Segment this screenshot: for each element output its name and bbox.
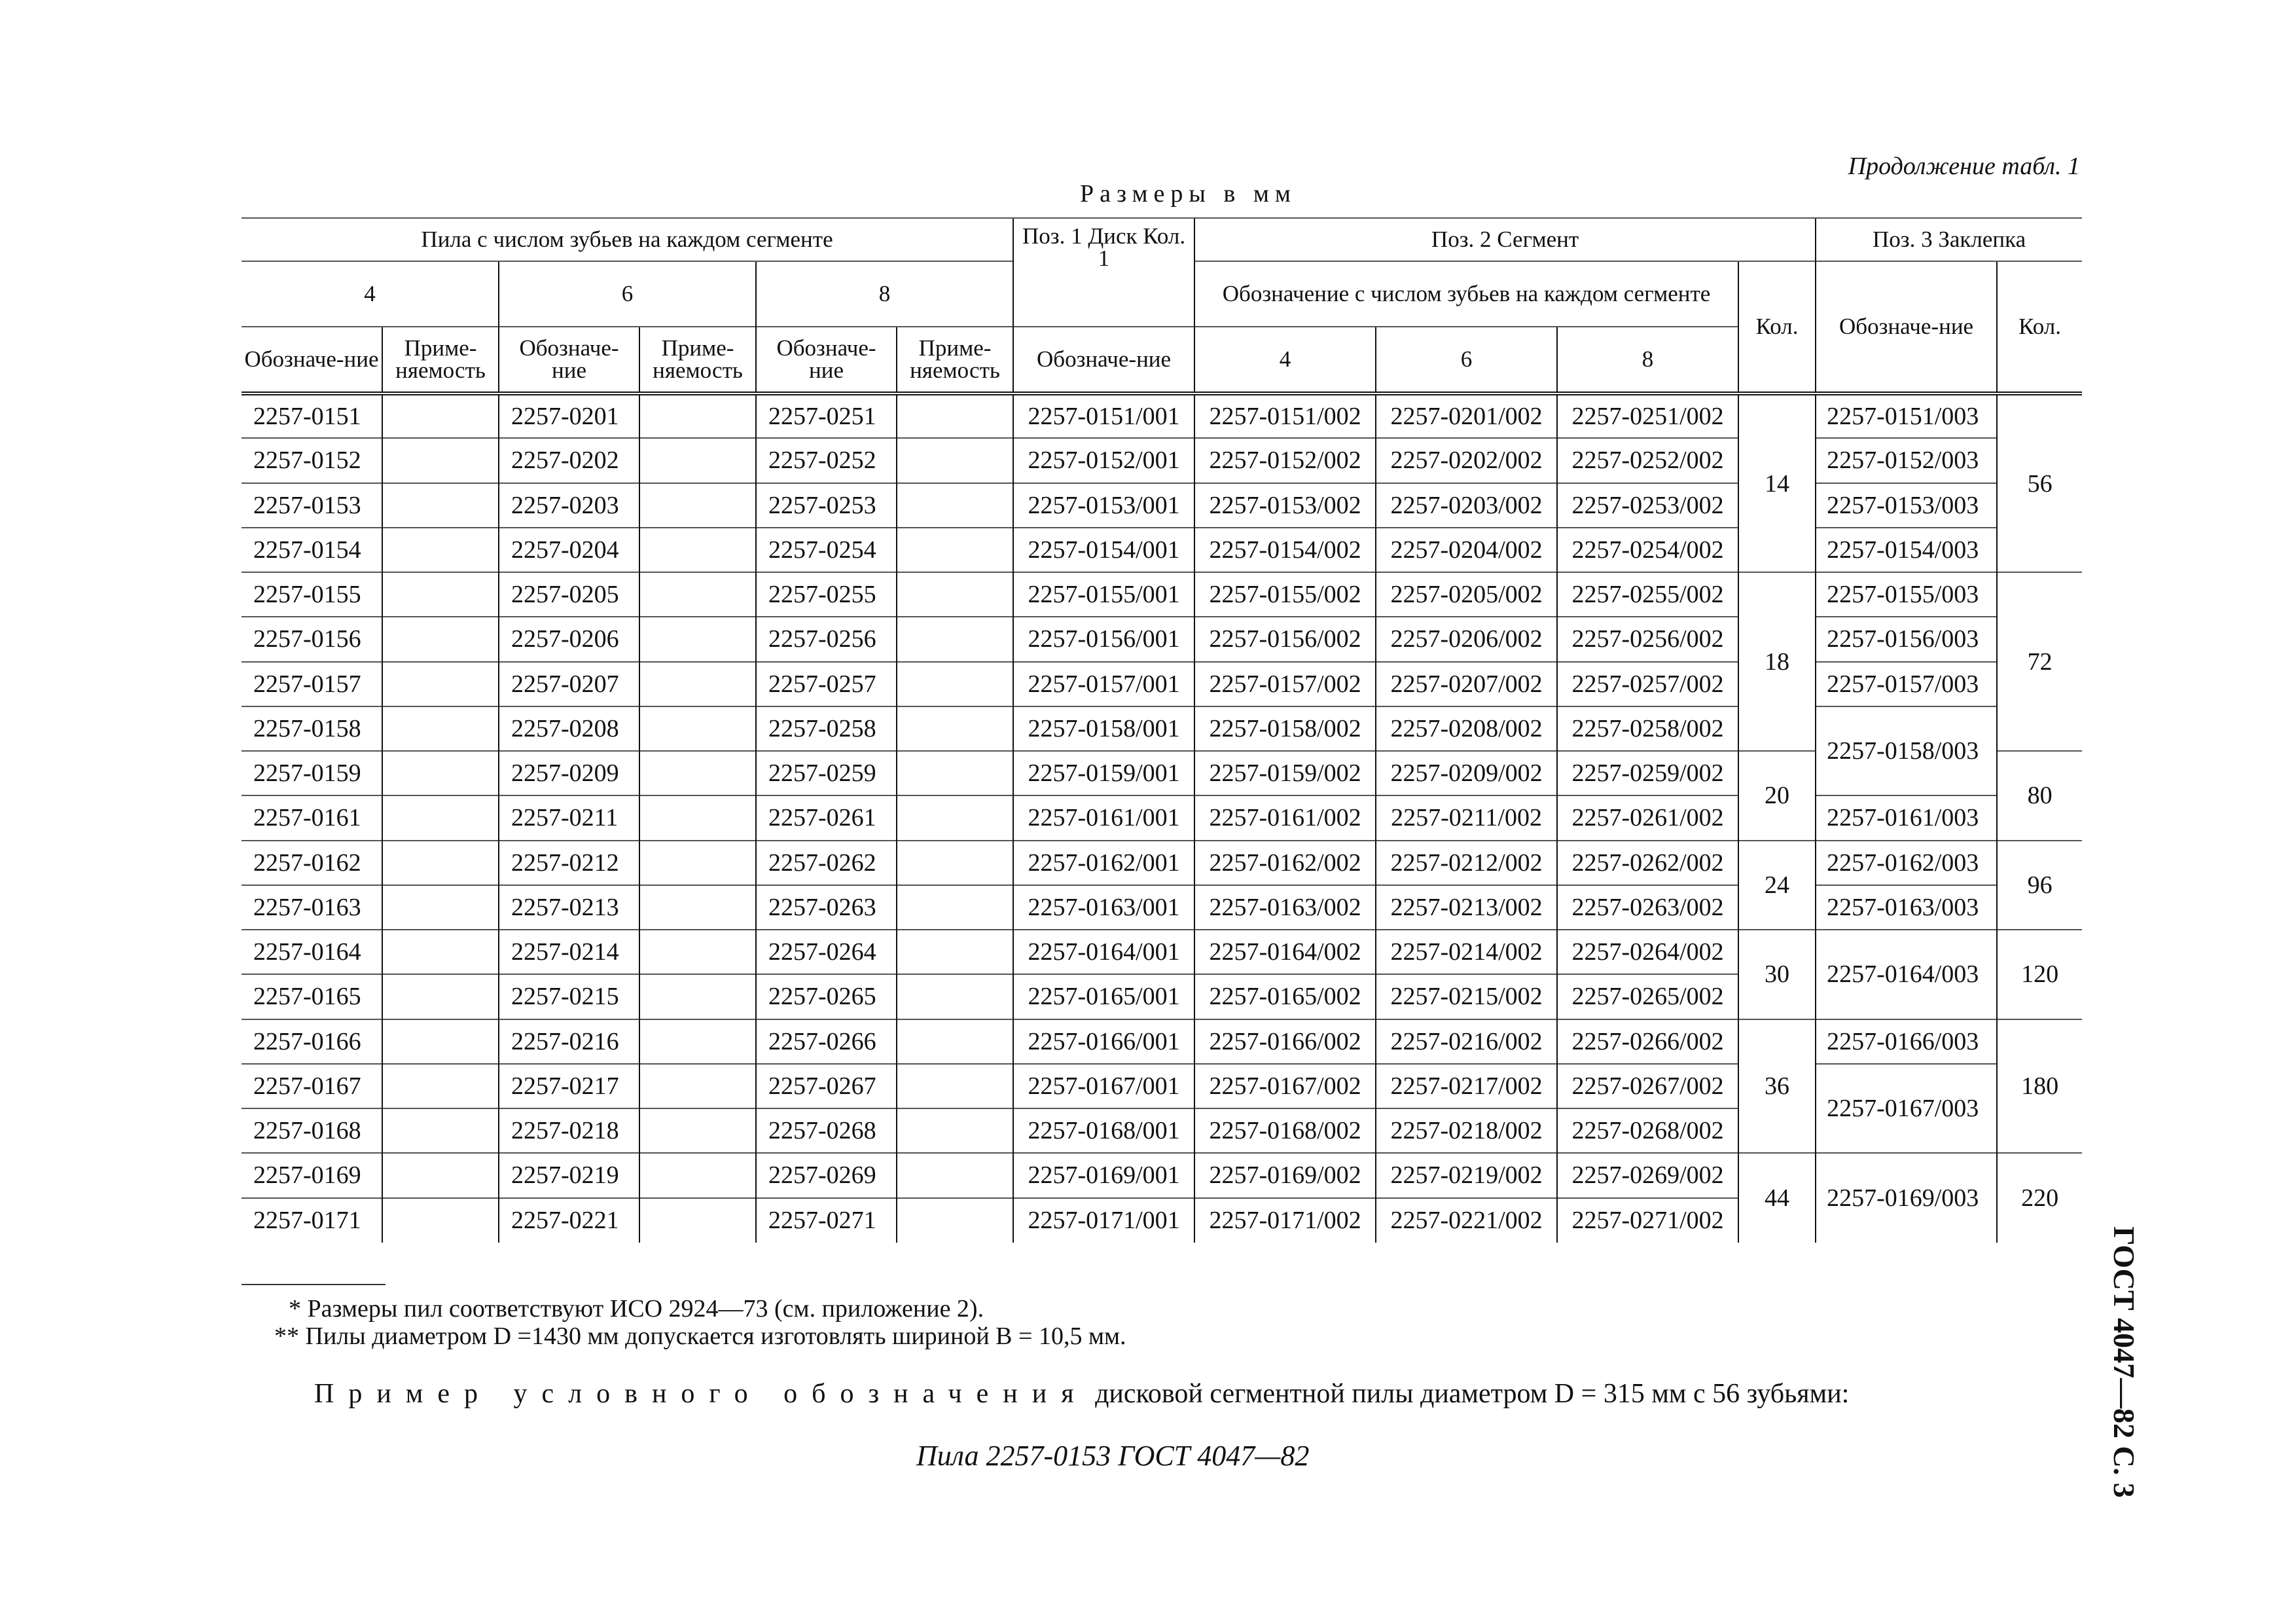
saw-8-applicability [897, 617, 1013, 661]
segment-qty: 36 [1738, 1019, 1816, 1154]
table-continuation-note: Продолжение табл. 1 [1848, 153, 2080, 180]
rivet-designation: 2257-0164/003 [1816, 930, 1997, 1019]
saw-4-applicability [382, 1019, 499, 1064]
disk-designation: 2257-0164/001 [1013, 930, 1194, 974]
disk-designation: 2257-0165/001 [1013, 974, 1194, 1019]
saw-4-designation: 2257-0163 [242, 885, 382, 930]
saw-6-applicability [639, 751, 756, 795]
rivet-designation: 2257-0166/003 [1816, 1019, 1997, 1064]
saw-8-applicability [897, 393, 1013, 438]
saw-8-designation: 2257-0256 [756, 617, 897, 661]
segment-qty: 30 [1738, 930, 1816, 1019]
saw-4-applicability [382, 841, 499, 885]
saw-4-designation: 2257-0168 [242, 1108, 382, 1153]
segment-8-designation: 2257-0261/002 [1557, 795, 1738, 840]
segment-6-designation: 2257-0217/002 [1376, 1064, 1557, 1108]
saw-6-applicability [639, 706, 756, 751]
saw-6-designation: 2257-0208 [499, 706, 639, 751]
segment-4-designation: 2257-0155/002 [1194, 572, 1376, 617]
disk-designation: 2257-0163/001 [1013, 885, 1194, 930]
saw-8-applicability [897, 974, 1013, 1019]
disk-designation: 2257-0159/001 [1013, 751, 1194, 795]
saw-6-applicability [639, 1153, 756, 1197]
saw-8-designation: 2257-0268 [756, 1108, 897, 1153]
saw-6-designation: 2257-0205 [499, 572, 639, 617]
saw-4-applicability [382, 528, 499, 572]
rivet-designation-header: Обозначе-ние [1816, 261, 1997, 393]
disk-designation-header: Обозначе-ние [1013, 327, 1194, 393]
rivet-designation: 2257-0154/003 [1816, 528, 1997, 572]
segment-6-designation: 2257-0208/002 [1376, 706, 1557, 751]
pos3-header: Поз. 3 Заклепка [1816, 218, 2082, 261]
segment-6-designation: 2257-0204/002 [1376, 528, 1557, 572]
standard-page-label [2108, 1224, 2140, 1499]
segment-4-designation: 2257-0167/002 [1194, 1064, 1376, 1108]
segment-8-designation: 2257-0257/002 [1557, 662, 1738, 706]
rivet-designation: 2257-0153/003 [1816, 483, 1997, 528]
table-row [242, 1019, 2082, 1064]
saw-6-designation: 2257-0206 [499, 617, 639, 661]
segment-qty: 24 [1738, 841, 1816, 930]
segment-6-designation: 2257-0219/002 [1376, 1153, 1557, 1197]
saw-8-applicability [897, 572, 1013, 617]
segment-8-designation: 2257-0263/002 [1557, 885, 1738, 930]
table-body [242, 393, 2082, 1243]
parts-table [242, 217, 2082, 1243]
table-row [242, 841, 2082, 885]
saw-4-designation: 2257-0158 [242, 706, 382, 751]
disk-designation: 2257-0153/001 [1013, 483, 1194, 528]
saw-6-designation: 2257-0204 [499, 528, 639, 572]
segment-4-designation: 2257-0165/002 [1194, 974, 1376, 1019]
segment-4-designation: 2257-0163/002 [1194, 885, 1376, 930]
saw-4-applicability [382, 617, 499, 661]
disk-designation: 2257-0162/001 [1013, 841, 1194, 885]
saw-6-designation: 2257-0221 [499, 1198, 639, 1243]
segment-6-designation: 2257-0209/002 [1376, 751, 1557, 795]
disk-designation: 2257-0161/001 [1013, 795, 1194, 840]
saw-4-applicability [382, 706, 499, 751]
saw-6-designation: 2257-0213 [499, 885, 639, 930]
segment-8-designation: 2257-0266/002 [1557, 1019, 1738, 1064]
saw-6-designation: 2257-0218 [499, 1108, 639, 1153]
disk-designation: 2257-0158/001 [1013, 706, 1194, 751]
segment-4-designation: 2257-0154/002 [1194, 528, 1376, 572]
rivet-qty: 72 [1997, 572, 2082, 751]
saw-6-applicability [639, 662, 756, 706]
saw-8-designation: 2257-0271 [756, 1198, 897, 1243]
dimensions-note: Размеры в мм [1080, 180, 1297, 208]
segment-qty: 18 [1738, 572, 1816, 751]
rivet-designation: 2257-0156/003 [1816, 617, 1997, 661]
saw-4-applicability [382, 483, 499, 528]
saw-6-applicability [639, 617, 756, 661]
saw-4-designation: 2257-0169 [242, 1153, 382, 1197]
teeth-6-header: 6 [499, 261, 756, 327]
seg-qty-header: Кол. [1738, 261, 1816, 393]
saw-4-applicability [382, 1108, 499, 1153]
saw-8-applicability [897, 706, 1013, 751]
segment-8-designation: 2257-0253/002 [1557, 483, 1738, 528]
segment-teeth-6-header: 6 [1376, 327, 1557, 393]
saw-8-designation: 2257-0261 [756, 795, 897, 840]
segment-4-designation: 2257-0162/002 [1194, 841, 1376, 885]
segment-8-designation: 2257-0258/002 [1557, 706, 1738, 751]
segment-8-designation: 2257-0269/002 [1557, 1153, 1738, 1197]
pos2-header: Поз. 2 Сегмент [1194, 218, 1816, 261]
saw-4-designation: 2257-0157 [242, 662, 382, 706]
saw-8-applicability [897, 1064, 1013, 1108]
segment-8-designation: 2257-0264/002 [1557, 930, 1738, 974]
example-designation: Пила 2257-0153 ГОСТ 4047—82 [916, 1440, 1310, 1472]
saw-8-applicability [897, 751, 1013, 795]
segment-8-designation: 2257-0262/002 [1557, 841, 1738, 885]
disk-designation: 2257-0167/001 [1013, 1064, 1194, 1108]
segment-6-designation: 2257-0201/002 [1376, 393, 1557, 438]
saw-8-designation: 2257-0251 [756, 393, 897, 438]
saw-6-applicability [639, 572, 756, 617]
saw-4-applicability [382, 662, 499, 706]
footnote-1: * Размеры пил соответствуют ИСО 2924—73 (см. приложение 2). [289, 1295, 984, 1322]
saw-6-applicability [639, 393, 756, 438]
pos2-subheader: Обозначение с числом зубьев на каждом сегменте [1194, 261, 1738, 327]
rivet-qty: 180 [1997, 1019, 2082, 1154]
saw-4-applicability [382, 393, 499, 438]
rivet-qty-header: Кол. [1997, 261, 2082, 393]
saw-6-designation: 2257-0216 [499, 1019, 639, 1064]
applicability-header: Приме-няемость [639, 327, 756, 393]
saw-6-applicability [639, 1108, 756, 1153]
rivet-designation: 2257-0157/003 [1816, 662, 1997, 706]
segment-8-designation: 2257-0256/002 [1557, 617, 1738, 661]
segment-8-designation: 2257-0254/002 [1557, 528, 1738, 572]
saw-6-applicability [639, 885, 756, 930]
segment-6-designation: 2257-0213/002 [1376, 885, 1557, 930]
table-row [242, 572, 2082, 617]
rivet-designation: 2257-0163/003 [1816, 885, 1997, 930]
saw-8-designation: 2257-0254 [756, 528, 897, 572]
saw-8-designation: 2257-0266 [756, 1019, 897, 1064]
segment-6-designation: 2257-0202/002 [1376, 438, 1557, 483]
designation-example [314, 1378, 1849, 1410]
saw-8-applicability [897, 662, 1013, 706]
segment-4-designation: 2257-0166/002 [1194, 1019, 1376, 1064]
saw-8-designation: 2257-0252 [756, 438, 897, 483]
saw-8-designation: 2257-0262 [756, 841, 897, 885]
saw-8-applicability [897, 1198, 1013, 1243]
saw-4-designation: 2257-0156 [242, 617, 382, 661]
saw-6-applicability [639, 1198, 756, 1243]
segment-6-designation: 2257-0207/002 [1376, 662, 1557, 706]
rivet-designation: 2257-0155/003 [1816, 572, 1997, 617]
rivet-designation: 2257-0162/003 [1816, 841, 1997, 885]
example-text: дисковой сегментной пилы диаметром D = 315 мм с 56 зубьями: [1088, 1379, 1850, 1409]
footnote-rule [242, 1284, 386, 1285]
saw-8-applicability [897, 1019, 1013, 1064]
segment-4-designation: 2257-0156/002 [1194, 617, 1376, 661]
designation-header: Обозначе-ние [242, 327, 382, 393]
saw-6-applicability [639, 795, 756, 840]
segment-6-designation: 2257-0216/002 [1376, 1019, 1557, 1064]
rivet-designation: 2257-0151/003 [1816, 393, 1997, 438]
saw-4-applicability [382, 751, 499, 795]
saw-6-applicability [639, 930, 756, 974]
applicability-header: Приме-няемость [382, 327, 499, 393]
saw-6-designation: 2257-0201 [499, 393, 639, 438]
segment-6-designation: 2257-0214/002 [1376, 930, 1557, 974]
saw-8-designation: 2257-0263 [756, 885, 897, 930]
saw-4-designation: 2257-0167 [242, 1064, 382, 1108]
saw-4-applicability [382, 930, 499, 974]
saw-8-designation: 2257-0255 [756, 572, 897, 617]
rivet-designation: 2257-0152/003 [1816, 438, 1997, 483]
saw-group-header: Пила с числом зубьев на каждом сегменте [242, 218, 1013, 261]
rivet-qty: 120 [1997, 930, 2082, 1019]
standard-page-label-text: ГОСТ 4047—82 С. 3 [2107, 1226, 2141, 1498]
saw-4-designation: 2257-0171 [242, 1198, 382, 1243]
rivet-designation: 2257-0169/003 [1816, 1153, 1997, 1243]
segment-6-designation: 2257-0211/002 [1376, 795, 1557, 840]
disk-designation: 2257-0171/001 [1013, 1198, 1194, 1243]
saw-6-applicability [639, 1064, 756, 1108]
saw-4-designation: 2257-0153 [242, 483, 382, 528]
rivet-qty: 96 [1997, 841, 2082, 930]
saw-4-applicability [382, 1064, 499, 1108]
saw-8-designation: 2257-0257 [756, 662, 897, 706]
segment-4-designation: 2257-0168/002 [1194, 1108, 1376, 1153]
disk-designation: 2257-0157/001 [1013, 662, 1194, 706]
disk-designation: 2257-0169/001 [1013, 1153, 1194, 1197]
table-row [242, 930, 2082, 974]
saw-4-applicability [382, 885, 499, 930]
segment-8-designation: 2257-0271/002 [1557, 1198, 1738, 1243]
saw-8-designation: 2257-0269 [756, 1153, 897, 1197]
disk-designation: 2257-0155/001 [1013, 572, 1194, 617]
segment-6-designation: 2257-0203/002 [1376, 483, 1557, 528]
saw-8-designation: 2257-0267 [756, 1064, 897, 1108]
segment-4-designation: 2257-0152/002 [1194, 438, 1376, 483]
saw-4-applicability [382, 974, 499, 1019]
saw-8-designation: 2257-0258 [756, 706, 897, 751]
segment-6-designation: 2257-0218/002 [1376, 1108, 1557, 1153]
saw-4-designation: 2257-0155 [242, 572, 382, 617]
saw-6-designation: 2257-0209 [499, 751, 639, 795]
segment-qty: 14 [1738, 393, 1816, 572]
designation-header: Обозначе-ние [756, 327, 897, 393]
saw-6-designation: 2257-0214 [499, 930, 639, 974]
saw-6-applicability [639, 841, 756, 885]
saw-6-applicability [639, 483, 756, 528]
saw-6-applicability [639, 528, 756, 572]
segment-4-designation: 2257-0158/002 [1194, 706, 1376, 751]
disk-designation: 2257-0168/001 [1013, 1108, 1194, 1153]
segment-6-designation: 2257-0212/002 [1376, 841, 1557, 885]
saw-6-designation: 2257-0212 [499, 841, 639, 885]
segment-4-designation: 2257-0161/002 [1194, 795, 1376, 840]
table-row [242, 751, 2082, 795]
segment-8-designation: 2257-0267/002 [1557, 1064, 1738, 1108]
disk-designation: 2257-0166/001 [1013, 1019, 1194, 1064]
saw-4-designation: 2257-0165 [242, 974, 382, 1019]
segment-4-designation: 2257-0159/002 [1194, 751, 1376, 795]
saw-4-designation: 2257-0166 [242, 1019, 382, 1064]
saw-8-applicability [897, 483, 1013, 528]
segment-6-designation: 2257-0205/002 [1376, 572, 1557, 617]
saw-6-designation: 2257-0207 [499, 662, 639, 706]
saw-4-applicability [382, 795, 499, 840]
saw-8-applicability [897, 841, 1013, 885]
segment-8-designation: 2257-0255/002 [1557, 572, 1738, 617]
pos1-header: Поз. 1 Диск Кол. 1 [1013, 218, 1194, 327]
segment-4-designation: 2257-0153/002 [1194, 483, 1376, 528]
saw-4-applicability [382, 572, 499, 617]
segment-8-designation: 2257-0251/002 [1557, 393, 1738, 438]
saw-8-designation: 2257-0264 [756, 930, 897, 974]
disk-designation: 2257-0156/001 [1013, 617, 1194, 661]
segment-teeth-8-header: 8 [1557, 327, 1738, 393]
saw-8-applicability [897, 795, 1013, 840]
disk-designation: 2257-0154/001 [1013, 528, 1194, 572]
saw-4-designation: 2257-0161 [242, 795, 382, 840]
segment-4-designation: 2257-0171/002 [1194, 1198, 1376, 1243]
segment-6-designation: 2257-0221/002 [1376, 1198, 1557, 1243]
saw-6-applicability [639, 974, 756, 1019]
segment-4-designation: 2257-0151/002 [1194, 393, 1376, 438]
saw-6-designation: 2257-0203 [499, 483, 639, 528]
table-row [242, 1153, 2082, 1197]
saw-4-designation: 2257-0162 [242, 841, 382, 885]
rivet-qty: 56 [1997, 393, 2082, 572]
saw-4-designation: 2257-0154 [242, 528, 382, 572]
saw-6-designation: 2257-0219 [499, 1153, 639, 1197]
teeth-4-header: 4 [242, 261, 499, 327]
saw-4-applicability [382, 438, 499, 483]
segment-4-designation: 2257-0169/002 [1194, 1153, 1376, 1197]
designation-header: Обозначе-ние [499, 327, 639, 393]
saw-8-applicability [897, 885, 1013, 930]
saw-4-applicability [382, 1153, 499, 1197]
saw-8-applicability [897, 1108, 1013, 1153]
saw-4-applicability [382, 1198, 499, 1243]
segment-qty: 44 [1738, 1153, 1816, 1243]
rivet-qty: 80 [1997, 751, 2082, 841]
footnotes [242, 1295, 1126, 1350]
saw-6-designation: 2257-0202 [499, 438, 639, 483]
segment-8-designation: 2257-0268/002 [1557, 1108, 1738, 1153]
segment-6-designation: 2257-0215/002 [1376, 974, 1557, 1019]
disk-designation: 2257-0152/001 [1013, 438, 1194, 483]
saw-4-designation: 2257-0152 [242, 438, 382, 483]
segment-8-designation: 2257-0252/002 [1557, 438, 1738, 483]
segment-4-designation: 2257-0164/002 [1194, 930, 1376, 974]
saw-8-applicability [897, 438, 1013, 483]
saw-8-applicability [897, 528, 1013, 572]
segment-qty: 20 [1738, 751, 1816, 841]
example-label: Пример условного обозначения [314, 1379, 1088, 1409]
saw-6-designation: 2257-0211 [499, 795, 639, 840]
saw-6-applicability [639, 438, 756, 483]
segment-4-designation: 2257-0157/002 [1194, 662, 1376, 706]
rivet-designation: 2257-0167/003 [1816, 1064, 1997, 1154]
applicability-header: Приме-няемость [897, 327, 1013, 393]
rivet-designation: 2257-0161/003 [1816, 795, 1997, 840]
saw-4-designation: 2257-0164 [242, 930, 382, 974]
segment-teeth-4-header: 4 [1194, 327, 1376, 393]
saw-8-designation: 2257-0259 [756, 751, 897, 795]
segment-8-designation: 2257-0265/002 [1557, 974, 1738, 1019]
disk-designation: 2257-0151/001 [1013, 393, 1194, 438]
rivet-qty: 220 [1997, 1153, 2082, 1243]
saw-8-applicability [897, 1153, 1013, 1197]
segment-6-designation: 2257-0206/002 [1376, 617, 1557, 661]
saw-6-designation: 2257-0215 [499, 974, 639, 1019]
footnote-2: ** Пилы диаметром D =1430 мм допускается изготовлять шириной B = 10,5 мм. [274, 1322, 1126, 1350]
saw-4-designation: 2257-0159 [242, 751, 382, 795]
saw-8-designation: 2257-0253 [756, 483, 897, 528]
rivet-designation: 2257-0158/003 [1816, 706, 1997, 796]
saw-8-designation: 2257-0265 [756, 974, 897, 1019]
saw-4-designation: 2257-0151 [253, 403, 361, 431]
segment-8-designation: 2257-0259/002 [1557, 751, 1738, 795]
table-row [242, 393, 2082, 438]
saw-6-applicability [639, 1019, 756, 1064]
saw-6-designation: 2257-0217 [499, 1064, 639, 1108]
teeth-8-header: 8 [756, 261, 1013, 327]
saw-8-applicability [897, 930, 1013, 974]
